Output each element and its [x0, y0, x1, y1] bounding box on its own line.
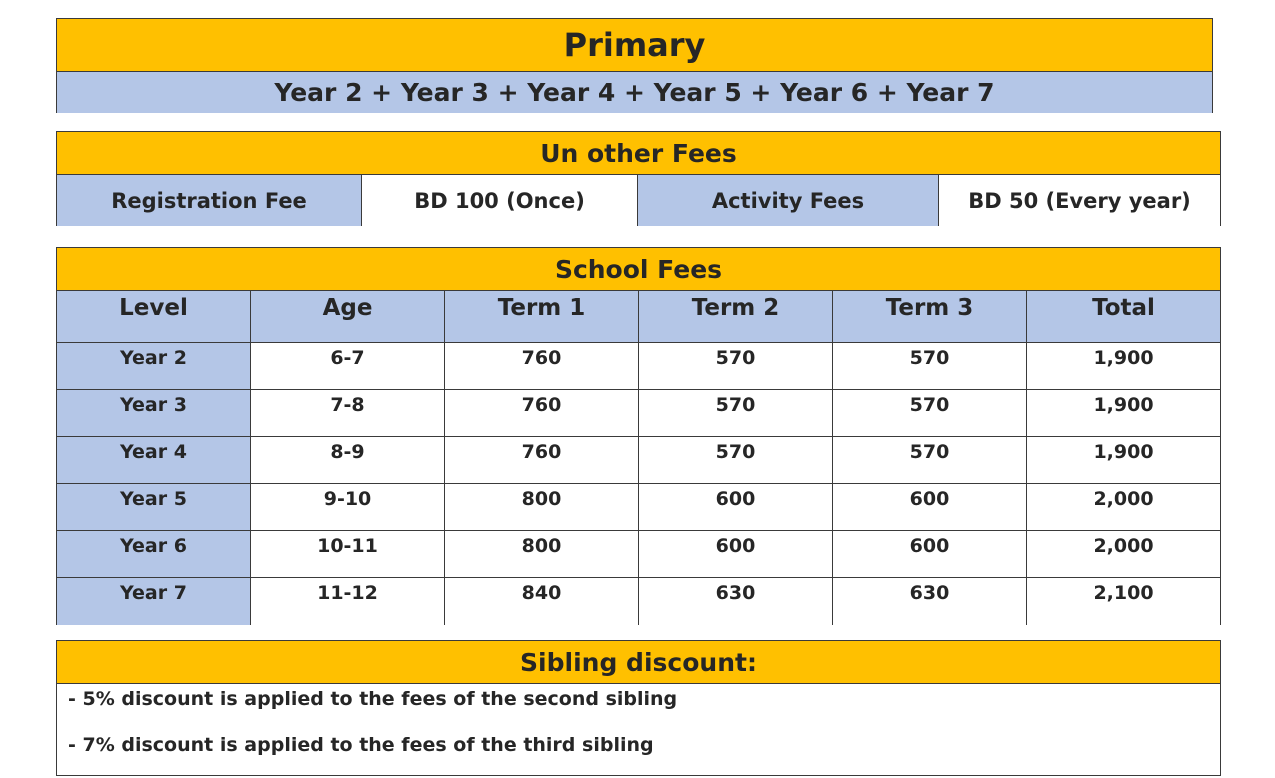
cell-level: Year 7 — [57, 578, 251, 625]
sibling-discount-line-third: - 7% discount is applied to the fees of the third sibling — [68, 734, 654, 756]
cell-term2: 600 — [639, 531, 833, 578]
column-header-term2: Term 2 — [639, 291, 833, 343]
cell-term1: 760 — [445, 437, 639, 484]
table-row — [57, 343, 1220, 390]
cell-term2: 630 — [639, 578, 833, 625]
primary-header-box — [56, 18, 1213, 113]
sibling-discount-box — [56, 640, 1221, 776]
other-fees-row — [57, 175, 1220, 226]
cell-level: Year 2 — [57, 343, 251, 390]
cell-term1: 800 — [445, 531, 639, 578]
cell-total: 1,900 — [1027, 437, 1220, 484]
table-row — [57, 578, 1220, 625]
table-row — [57, 531, 1220, 578]
other-fees-box — [56, 131, 1221, 226]
cell-term3: 600 — [833, 484, 1027, 531]
cell-total: 2,100 — [1027, 578, 1220, 625]
registration-fee-label: Registration Fee — [57, 175, 362, 226]
cell-term3: 570 — [833, 390, 1027, 437]
sibling-discount-title: Sibling discount: — [57, 641, 1220, 684]
column-header-term3: Term 3 — [833, 291, 1027, 343]
cell-term3: 570 — [833, 343, 1027, 390]
cell-term2: 600 — [639, 484, 833, 531]
cell-level: Year 5 — [57, 484, 251, 531]
table-header-row — [57, 291, 1220, 343]
cell-term1: 760 — [445, 343, 639, 390]
activity-fees-value: BD 50 (Every year) — [939, 175, 1220, 226]
cell-total: 2,000 — [1027, 484, 1220, 531]
cell-term2: 570 — [639, 390, 833, 437]
cell-term3: 600 — [833, 531, 1027, 578]
activity-fees-label: Activity Fees — [638, 175, 939, 226]
cell-age: 10-11 — [251, 531, 445, 578]
cell-age: 9-10 — [251, 484, 445, 531]
column-header-total: Total — [1027, 291, 1220, 343]
cell-age: 7-8 — [251, 390, 445, 437]
table-row — [57, 437, 1220, 484]
cell-term2: 570 — [639, 437, 833, 484]
cell-term1: 800 — [445, 484, 639, 531]
cell-level: Year 6 — [57, 531, 251, 578]
cell-term3: 570 — [833, 437, 1027, 484]
school-fees-table — [56, 247, 1221, 625]
table-row — [57, 390, 1220, 437]
column-header-level: Level — [57, 291, 251, 343]
cell-total: 1,900 — [1027, 390, 1220, 437]
cell-total: 1,900 — [1027, 343, 1220, 390]
cell-term1: 840 — [445, 578, 639, 625]
cell-term2: 570 — [639, 343, 833, 390]
column-header-term1: Term 1 — [445, 291, 639, 343]
cell-age: 8-9 — [251, 437, 445, 484]
cell-level: Year 3 — [57, 390, 251, 437]
cell-term1: 760 — [445, 390, 639, 437]
cell-total: 2,000 — [1027, 531, 1220, 578]
other-fees-title: Un other Fees — [57, 132, 1220, 175]
cell-term3: 630 — [833, 578, 1027, 625]
table-row — [57, 484, 1220, 531]
cell-level: Year 4 — [57, 437, 251, 484]
primary-title: Primary — [57, 19, 1212, 72]
registration-fee-value: BD 100 (Once) — [362, 175, 638, 226]
school-fees-title: School Fees — [57, 248, 1220, 291]
cell-age: 6-7 — [251, 343, 445, 390]
column-header-age: Age — [251, 291, 445, 343]
primary-years-subtitle: Year 2 + Year 3 + Year 4 + Year 5 + Year 6 + Year 7 — [57, 72, 1212, 113]
cell-age: 11-12 — [251, 578, 445, 625]
sibling-discount-line-second: - 5% discount is applied to the fees of the second sibling — [68, 688, 678, 710]
